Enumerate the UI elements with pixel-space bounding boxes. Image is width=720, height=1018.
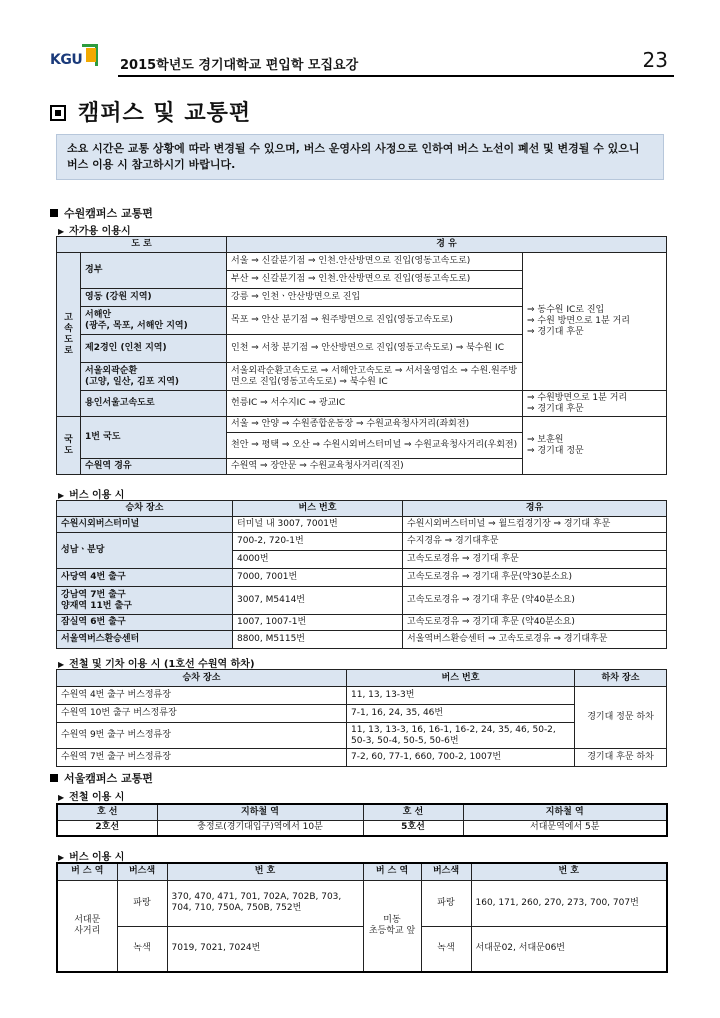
category-cell: 고속 도로 bbox=[57, 253, 81, 417]
page-header bbox=[46, 38, 674, 76]
table-header-row bbox=[57, 237, 667, 253]
header-cell: 승차 장소 bbox=[57, 501, 233, 517]
stop-cell: 강남역 7번 출구 양재역 11번 출구 bbox=[57, 587, 233, 615]
seoul-bus-title: 버스 이용 시 bbox=[69, 852, 125, 863]
bus-number-cell: 160, 171, 260, 270, 273, 700, 707번 bbox=[471, 880, 667, 926]
bus-number-cell: 서대문02, 서대문06번 bbox=[471, 926, 667, 972]
header-cell: 버스색 bbox=[117, 863, 167, 880]
drop-off-cell: 경기대 후문 하차 bbox=[575, 749, 667, 767]
rail-heading bbox=[58, 655, 255, 670]
header-cell: 지하철 역 bbox=[157, 804, 363, 820]
seoul-title: 서울캠퍼스 교통편 bbox=[64, 772, 153, 785]
bus-color-cell: 녹색 bbox=[421, 926, 471, 972]
table-row bbox=[57, 749, 667, 767]
table-row bbox=[57, 615, 667, 631]
section-title: 캠퍼스 및 교통편 bbox=[78, 101, 252, 126]
bus-number-cell: 7-2, 60, 77-1, 660, 700-2, 1007번 bbox=[347, 749, 575, 767]
stop-cell: 성남ㆍ분당 bbox=[57, 533, 233, 569]
header-cell: 버스 번호 bbox=[233, 501, 403, 517]
seoul-subway-title: 전철 이용 시 bbox=[69, 792, 125, 803]
bus-heading bbox=[58, 486, 124, 501]
bullet-icon bbox=[50, 209, 58, 217]
route-cell: 서울외곽순환고속도로 ⇒ 서해안고속도로 ⇒ 서서울영업소 ⇒ 수원.원주방면으로 진입(영동고속도로) ⇒ 북수원 IC bbox=[227, 363, 523, 391]
logo-mark-fill-icon bbox=[86, 48, 96, 62]
line-cell: 5호선 bbox=[363, 820, 463, 836]
seoul-bus-table bbox=[56, 862, 668, 973]
header-cell: 버스 번호 bbox=[347, 670, 575, 687]
route-cell: 고속도로경유 ⇒ 경기대 후문(약30분소요) bbox=[403, 569, 667, 587]
bullet-icon bbox=[50, 774, 58, 782]
bus-number-cell: 11, 13, 13-3번 bbox=[347, 687, 575, 705]
stop-cell: 수원시외버스터미널 bbox=[57, 517, 233, 533]
notice-box: 소요 시간은 교통 상황에 따라 변경될 수 있으며, 버스 운영사의 사정으로 인하여 버스 노선이 폐선 및 변경될 수 있으니 버스 이용 시 참고하시기 바랍니다. bbox=[56, 134, 664, 180]
bus-color-cell: 파랑 bbox=[421, 880, 471, 926]
suwon-title: 수원캠퍼스 교통편 bbox=[64, 207, 153, 220]
route-cell: 부산 ⇒ 신갈분기점 ⇒ 인천.안산방면으로 진입(영동고속도로) bbox=[227, 271, 523, 289]
bus-number-cell: 11, 13, 13-3, 16, 16-1, 16-2, 24, 35, 46, 50-2, 50-3, 50-4, 50-5, 50-6번 bbox=[347, 723, 575, 749]
category-cell: 국도 bbox=[57, 417, 81, 475]
bus-number-cell: 터미널 내 3007, 7001번 bbox=[233, 517, 403, 533]
route-cell: 서울역버스환승센터 ⇒ 고속도로경유 ⇒ 경기대후문 bbox=[403, 631, 667, 649]
bus-number-cell: 3007, M5414번 bbox=[233, 587, 403, 615]
route-cell: 서울 ⇒ 신갈분기점 ⇒ 인천.안산방면으로 진입(영동고속도로) bbox=[227, 253, 523, 271]
route-cell: 천안 ⇒ 평택 ⇒ 오산 ⇒ 수원시외버스터미널 ⇒ 수원교육청사거리(우회전) bbox=[227, 433, 523, 459]
header-cell: 호 선 bbox=[57, 804, 157, 820]
table-header-row bbox=[57, 670, 667, 687]
suwon-heading bbox=[50, 205, 153, 221]
table-row bbox=[57, 631, 667, 649]
route-cell: 서울 ⇒ 안양 ⇒ 수원종합운동장 ⇒ 수원교육청사거리(좌회전) bbox=[227, 417, 523, 433]
triangle-bullet-icon: ▶ bbox=[58, 793, 65, 802]
stop-cell: 서울역버스환승센터 bbox=[57, 631, 233, 649]
bus-color-cell: 녹색 bbox=[117, 926, 167, 972]
table-header-row bbox=[57, 804, 667, 820]
bus-table bbox=[56, 500, 667, 649]
triangle-bullet-icon: ▶ bbox=[58, 853, 65, 862]
bus-color-cell: 파랑 bbox=[117, 880, 167, 926]
logo-text: KGU bbox=[50, 52, 83, 68]
destination-line: ⇒ 경기대 후문 bbox=[527, 327, 584, 337]
destination-line: ⇒ 수원 방면으로 1분 거리 bbox=[527, 316, 630, 326]
header-cell: 버 스 역 bbox=[57, 863, 117, 880]
destination-cell bbox=[523, 253, 667, 391]
triangle-bullet-icon: ▶ bbox=[58, 491, 65, 500]
destination-cell bbox=[523, 391, 667, 417]
seoul-subway-table bbox=[56, 803, 668, 837]
bus-title: 버스 이용 시 bbox=[69, 490, 125, 501]
destination-line: ⇒ 동수원 IC로 진입 bbox=[527, 305, 605, 315]
table-row bbox=[57, 391, 667, 417]
header-cell: 버 스 역 bbox=[363, 863, 421, 880]
table-header-row bbox=[57, 863, 667, 880]
bus-number-cell: 4000번 bbox=[233, 551, 403, 569]
road-cell: 영동 (강원 지역) bbox=[81, 289, 227, 307]
triangle-bullet-icon: ▶ bbox=[58, 660, 65, 669]
destination-line: ⇒ 경기대 후문 bbox=[527, 403, 584, 414]
header-cell: 지하철 역 bbox=[463, 804, 667, 820]
table-row bbox=[57, 820, 667, 836]
stop-cell: 수원역 7번 출구 버스정류장 bbox=[57, 749, 347, 767]
square-bullet-icon bbox=[50, 105, 66, 121]
section-heading bbox=[50, 96, 251, 127]
drop-off-cell: 경기대 정문 하차 bbox=[575, 687, 667, 749]
road-cell: 제2경인 (인천 지역) bbox=[81, 335, 227, 363]
destination-cell bbox=[523, 417, 667, 475]
table-row bbox=[57, 926, 667, 972]
header-cell: 경 유 bbox=[227, 237, 667, 253]
table-row bbox=[57, 253, 667, 271]
bus-number-cell: 7019, 7021, 7024번 bbox=[167, 926, 363, 972]
page-number: 23 bbox=[642, 48, 668, 72]
route-cell: 목포 ⇒ 안산 분기점 ⇒ 원주방면으로 진입(영동고속도로) bbox=[227, 307, 523, 335]
table-row bbox=[57, 569, 667, 587]
road-cell: 용인서울고속도로 bbox=[81, 391, 227, 417]
road-cell: 서울외곽순환 (고양, 일산, 김포 지역) bbox=[81, 363, 227, 391]
route-cell: 고속도로경유 ⇒ 경기대 후문 (약40분소요) bbox=[403, 615, 667, 631]
road-cell: 경부 bbox=[81, 253, 227, 289]
header-cell: 승차 장소 bbox=[57, 670, 347, 687]
destination-line: ⇒ 경기대 정문 bbox=[527, 445, 584, 456]
header-cell: 버스색 bbox=[421, 863, 471, 880]
table-row bbox=[57, 533, 667, 551]
stop-cell: 수원역 10번 출구 버스정류장 bbox=[57, 705, 347, 723]
seoul-heading bbox=[50, 770, 153, 786]
bus-number-cell: 370, 470, 471, 701, 702A, 702B, 703, 704, 710, 750A, 750B, 752번 bbox=[167, 880, 363, 926]
bus-stop-cell: 미동 초등학교 앞 bbox=[363, 880, 421, 972]
table-row bbox=[57, 517, 667, 533]
seoul-bus-heading bbox=[58, 848, 124, 863]
car-route-table bbox=[56, 236, 667, 475]
destination-line: ⇒ 수원방면으로 1분 거리 bbox=[527, 392, 628, 403]
seoul-subway-heading bbox=[58, 788, 124, 803]
bus-number-cell: 8800, M5115번 bbox=[233, 631, 403, 649]
road-cell: 서해안 (광주, 목포, 서해안 지역) bbox=[81, 307, 227, 335]
table-row bbox=[57, 687, 667, 705]
bus-number-cell: 1007, 1007-1번 bbox=[233, 615, 403, 631]
route-cell: 강릉 ⇒ 인천ㆍ안산방면으로 진입 bbox=[227, 289, 523, 307]
stop-cell: 잠실역 6번 출구 bbox=[57, 615, 233, 631]
line-cell: 2호선 bbox=[57, 820, 157, 836]
stop-cell: 수원역 4번 출구 버스정류장 bbox=[57, 687, 347, 705]
route-cell: 고속도로경유 ⇒ 경기대 후문 (약40분소요) bbox=[403, 587, 667, 615]
rail-title: 전철 및 기차 이용 시 (1호선 수원역 하차) bbox=[69, 659, 255, 670]
bus-number-cell: 700-2, 720-1번 bbox=[233, 533, 403, 551]
bus-number-cell: 7-1, 16, 24, 35, 46번 bbox=[347, 705, 575, 723]
header-cell: 도 로 bbox=[57, 237, 227, 253]
header-cell: 호 선 bbox=[363, 804, 463, 820]
header-cell: 하차 장소 bbox=[575, 670, 667, 687]
route-cell: 수원시외버스터미널 ⇒ 월드컵경기장 ⇒ 경기대 후문 bbox=[403, 517, 667, 533]
stop-cell: 수원역 9번 출구 버스정류장 bbox=[57, 723, 347, 749]
table-row bbox=[57, 587, 667, 615]
table-row bbox=[57, 417, 667, 433]
road-cell: 1번 국도 bbox=[81, 417, 227, 459]
table-row bbox=[57, 880, 667, 926]
station-cell: 충정로(경기대입구)역에서 10분 bbox=[157, 820, 363, 836]
car-title: 자가용 이용시 bbox=[69, 226, 131, 237]
kgu-logo bbox=[46, 42, 102, 74]
station-cell: 서대문역에서 5분 bbox=[463, 820, 667, 836]
header-rule bbox=[118, 75, 674, 77]
car-heading bbox=[58, 222, 131, 237]
table-header-row bbox=[57, 501, 667, 517]
bus-stop-cell: 서대문 사거리 bbox=[57, 880, 117, 972]
road-cell: 수원역 경유 bbox=[81, 459, 227, 475]
route-cell: 헌릉IC ⇒ 서수지IC ⇒ 광교IC bbox=[227, 391, 523, 417]
header-cell: 경유 bbox=[403, 501, 667, 517]
route-cell: 수지경유 ⇒ 경기대후문 bbox=[403, 533, 667, 551]
route-cell: 고속도로경유 ⇒ 경기대 후문 bbox=[403, 551, 667, 569]
header-cell: 번 호 bbox=[167, 863, 363, 880]
stop-cell: 사당역 4번 출구 bbox=[57, 569, 233, 587]
route-cell: 인천 ⇒ 서창 분기점 ⇒ 안산방면으로 진입(영동고속도로) ⇒ 북수원 IC bbox=[227, 335, 523, 363]
header-cell: 번 호 bbox=[471, 863, 667, 880]
route-cell: 수원역 ⇒ 장안문 ⇒ 수원교육청사거리(직진) bbox=[227, 459, 523, 475]
destination-line: ⇒ 보훈원 bbox=[527, 434, 564, 445]
triangle-bullet-icon: ▶ bbox=[58, 227, 65, 236]
rail-table bbox=[56, 669, 667, 767]
document-title: 2015학년도 경기대학교 편입학 모집요강 bbox=[120, 58, 359, 73]
bus-number-cell: 7000, 7001번 bbox=[233, 569, 403, 587]
